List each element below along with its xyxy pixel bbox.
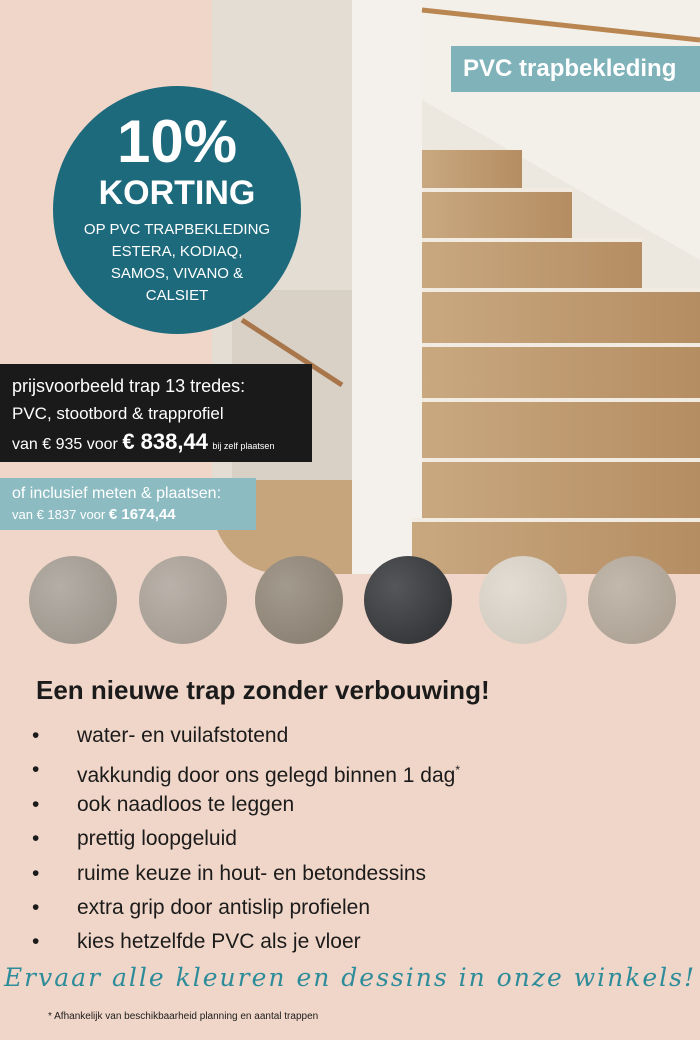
bullet-icon: • xyxy=(32,930,40,954)
price-note: bij zelf plaatsen xyxy=(212,441,275,451)
list-item xyxy=(0,789,700,823)
bullet-icon: • xyxy=(32,895,40,919)
list-item-text: extra grip door antislip profielen xyxy=(77,895,370,919)
category-badge: PVC trapbekleding xyxy=(451,46,700,92)
discount-line: OP PVC TRAPBEKLEDING xyxy=(83,221,271,238)
new-price: € 838,44 xyxy=(122,429,208,454)
bullet-icon: • xyxy=(32,861,40,885)
list-item-text: kies hetzelfde PVC als je vloer xyxy=(77,930,361,954)
bullet-icon: • xyxy=(32,827,40,851)
swatch xyxy=(479,556,567,644)
install-new-price: € 1674,44 xyxy=(108,506,176,523)
footnote-mark: * xyxy=(455,763,460,778)
list-item-text: ruime keuze in hout- en betondessins xyxy=(77,861,427,885)
list-item-text xyxy=(77,754,460,792)
price-example-contents: PVC, stootbord & trapprofiel xyxy=(12,404,224,423)
discount-line: ESTERA, KODIAQ, xyxy=(111,243,243,260)
list-item xyxy=(0,720,700,754)
swatch xyxy=(364,556,452,644)
list-item xyxy=(0,926,700,960)
swatch xyxy=(139,556,227,644)
store-invite: Ervaar alle kleuren en dessins in onze winkels! xyxy=(3,963,697,992)
bullet-icon: • xyxy=(32,792,40,816)
discount-line: CALSIET xyxy=(145,287,209,304)
install-price-box xyxy=(0,478,256,530)
bullet-icon: • xyxy=(32,758,40,782)
discount-word: KORTING xyxy=(98,174,256,212)
list-item-text: water- en vuilafstotend xyxy=(77,724,289,747)
swatch xyxy=(255,556,343,644)
price-example-box xyxy=(0,364,312,462)
price-example-line xyxy=(12,429,312,459)
list-item xyxy=(0,858,700,892)
install-price-title: of inclusief meten & plaatsen: xyxy=(12,485,222,502)
discount-percent: 10% xyxy=(116,108,238,175)
install-old-price: van € 1837 voor xyxy=(12,507,106,522)
discount-circle xyxy=(53,86,301,334)
list-item xyxy=(0,754,700,788)
discount-products xyxy=(73,219,281,307)
price-example-title: prijsvoorbeeld trap 13 tredes: xyxy=(12,376,246,396)
install-price-line xyxy=(12,504,256,526)
bullet-icon: • xyxy=(32,724,40,747)
list-item-label: vakkundig door ons gelegd binnen 1 dag xyxy=(77,764,456,788)
footnote: * Afhankelijk van beschikbaarheid planning en aantal trappen xyxy=(48,1011,319,1022)
swatch xyxy=(29,556,117,644)
headline: Een nieuwe trap zonder verbouwing! xyxy=(36,675,490,705)
color-swatches xyxy=(0,556,700,646)
old-price: van € 935 voor xyxy=(12,436,118,453)
list-item-text: ook naadloos te leggen xyxy=(77,792,295,816)
discount-line: SAMOS, VIVANO & xyxy=(110,265,244,282)
list-item xyxy=(0,892,700,926)
list-item xyxy=(0,823,700,857)
swatch xyxy=(588,556,676,644)
benefit-list xyxy=(0,720,700,961)
list-item-text: prettig loopgeluid xyxy=(77,827,237,851)
